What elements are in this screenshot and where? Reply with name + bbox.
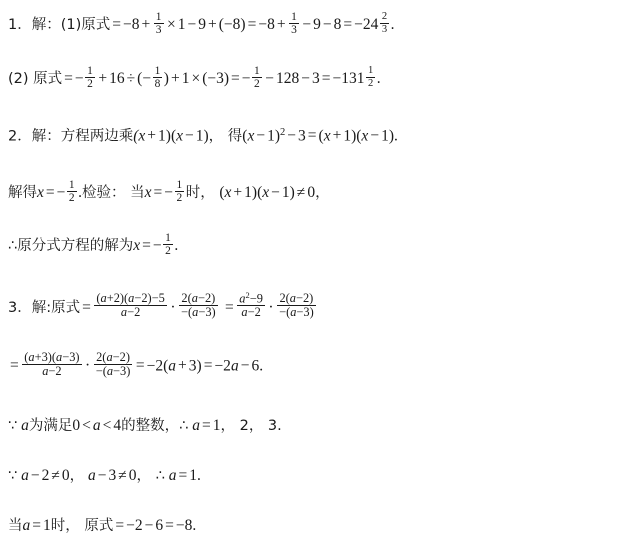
- fraction-expr-3: $\frac{a^2-9}{a-2}$: [239, 289, 263, 320]
- problem-2-label: 2．解：方程两边乘: [8, 128, 134, 145]
- fraction-two-thirds: $\frac{2}{3}$: [381, 11, 388, 35]
- because-symbol-2: ∵: [8, 468, 18, 484]
- problem-1-line-2: (2) 原式 = − $\frac{1}{2}$ + 16 ÷ (− $\frac{1}{8}$ ) + 1 × (−3) = − $\frac{1}{2}$ − 128 − 3 = −131 $\frac{1}{2}$ .: [8, 64, 381, 90]
- fraction-expr-2: $\frac{2(a-2)}{-(a-3)}$: [181, 290, 216, 320]
- problem-1-line-1: 1．解：(1)原式 = −8 + $\frac{1}{3}$ × 1 − 9 + (−8) = −8 + $\frac{1}{3}$ − 9 − 8 = −24 $\frac{2}{3}$ .: [8, 10, 395, 36]
- fraction-one-half: $\frac{1}{2}$: [87, 64, 93, 90]
- fraction-one-third: $\frac{1}{3}$: [155, 10, 162, 36]
- problem-3-line-3: ∵ a为满足0 < a < 4的整数，∴ a = 1， 2， 3.: [8, 417, 282, 434]
- fraction-expr-6: $\frac{2(a-2)}{-(a-3)}$: [95, 349, 131, 378]
- problem-3-line-2: = $\frac{(a+3)(a-3)}{a-2}$ · $\frac{2(a-2)}{-(a-3)}$ = −2(a + 3) = −2a − 6.: [10, 349, 264, 378]
- fraction-one-third-2: $\frac{1}{3}$: [291, 10, 297, 36]
- part-2-tag: (2) 原式: [8, 70, 63, 87]
- problem-3-line-1: 3．解:原式 = $\frac{(a+2)(a-2)-5}{a-2}$ · $\frac{2(a-2)}{-(a-3)}$ = $\frac{a^2-9}{a-2}$ · $\frac{2(a-2)}{-(a-3)}$: [8, 289, 314, 320]
- final-answer-text: 当: [8, 518, 23, 534]
- solve-text: 解得: [8, 184, 37, 201]
- fraction-neg-one-half-3: $\frac{1}{2}$: [165, 231, 171, 257]
- part-1-tag: (1)原式: [60, 16, 111, 33]
- fraction-one-eighth: $\frac{1}{8}$: [154, 64, 161, 90]
- problem-2-line-1: 2．解：方程两边乘(x + 1)(x − 1)， 得$(x - 1)^2 - 3 = (x + 1)(x - 1)$.: [8, 127, 398, 145]
- problem-2-line-3: ∴原分式方程的解为x = − $\frac{1}{2}$ .: [8, 231, 179, 257]
- conclusion-text: ∴原分式方程的解为: [8, 237, 134, 254]
- fraction-expr-5: $\frac{(a+3)(a-3)}{a-2}$: [24, 349, 80, 378]
- problem-2-line-2: 解得x = − $\frac{1}{2}$ .检验： 当x = − $\frac{1}{2}$ 时， (x + 1)(x − 1) ≠ 0，: [8, 178, 330, 204]
- fraction-one-half-3: $\frac{1}{2}$: [368, 65, 374, 89]
- fraction-neg-one-half-2: $\frac{1}{2}$: [176, 178, 183, 204]
- fraction-expr-1: $\frac{(a+2)(a-2)-5}{a-2}$: [96, 290, 165, 320]
- fraction-one-half-2: $\frac{1}{2}$: [254, 64, 260, 90]
- because-symbol-1: ∵: [8, 418, 18, 434]
- fraction-expr-4: $\frac{2(a-2)}{-(a-3)}$: [279, 290, 314, 320]
- problem-3-label: 3．解:原式: [8, 299, 81, 316]
- problem-3-line-4: ∵ a − 2 ≠ 0， a − 3 ≠ 0， ∴ a = 1.: [8, 467, 201, 484]
- problem-1-label: 1．解：: [8, 16, 61, 33]
- problem-3-line-5: 当a = 1时， 原式 = −2 − 6 = −8.: [8, 517, 197, 534]
- fraction-neg-one-half: $\frac{1}{2}$: [68, 178, 75, 204]
